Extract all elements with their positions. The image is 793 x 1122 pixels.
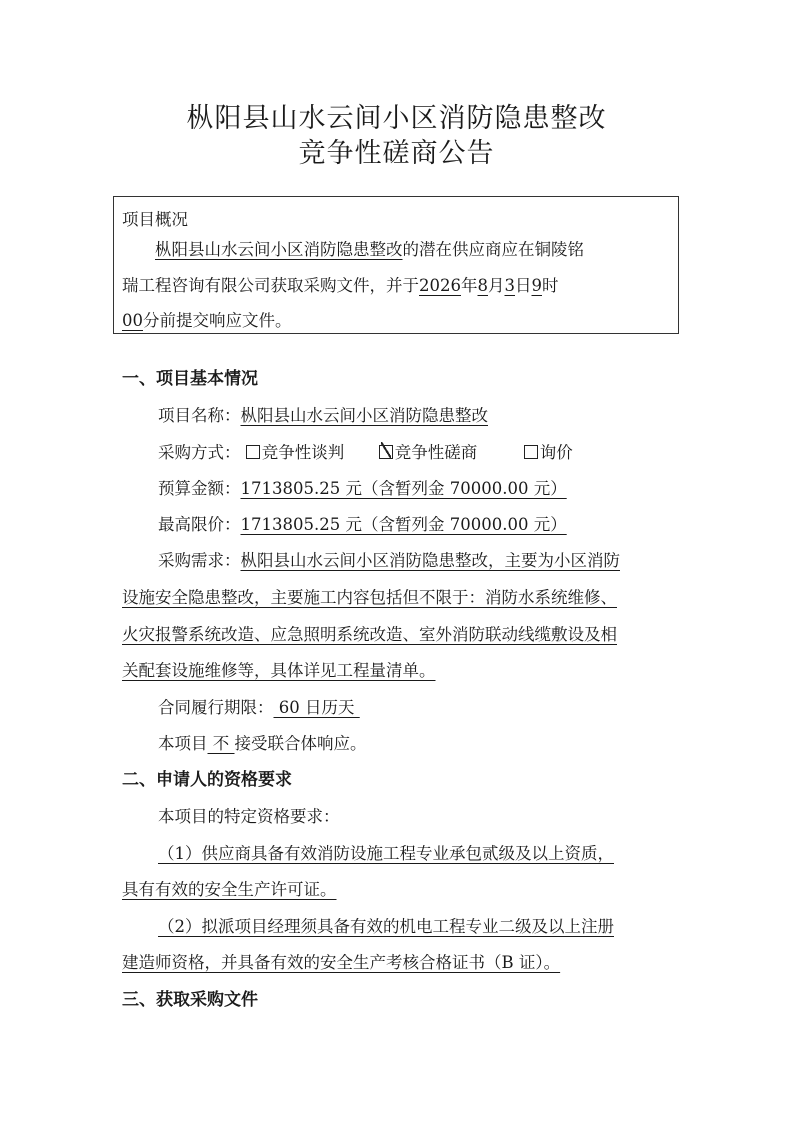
requirement-2-line-1: （2）拟派项目经理须具备有效的机电工程专业二级及以上注册 [158, 917, 614, 936]
section3-heading: 三、获取采购文件 [122, 990, 258, 1010]
deadline-minute: 00 [122, 311, 143, 330]
method-option-negotiation: 竞争性谈判 [246, 443, 345, 462]
procurement-method-row: 采购方式： 竞争性谈判 竞争性磋商 询价 [158, 443, 573, 462]
checked-checkbox-icon [379, 445, 393, 459]
demand-line-3: 火灾报警系统改造、应急照明系统改造、室外消防联动线缆敷设及相 [122, 625, 617, 644]
requirement-1-line-1: （1）供应商具备有效消防设施工程专业承包贰级及以上资质， [158, 844, 614, 863]
overview-line-1: 枞阳县山水云间小区消防隐患整改的潜在供应商应在铜陵铭 [155, 240, 584, 259]
section2-heading: 二、申请人的资格要求 [122, 770, 292, 790]
overview-agency: 铜陵铭 [534, 240, 584, 259]
project-name-row: 项目名称：枞阳县山水云间小区消防隐患整改 [158, 406, 488, 425]
consortium-value: 不 [207, 734, 235, 753]
page-title: 枞阳县山水云间小区消防隐患整改 [186, 103, 607, 134]
overview-line-2: 瑞工程咨询有限公司获取采购文件，并于2026年8月3日9时 [122, 276, 559, 295]
deadline-month: 8 [477, 276, 488, 295]
max-price-value: 1713805.25 元（含暂列金 70000.00 元） [240, 515, 567, 534]
demand-value: 枞阳县山水云间小区消防隐患整改，主要为小区消防 [240, 551, 620, 570]
demand-line-4: 关配套设施维修等，具体详见工程量清单。 [122, 661, 436, 680]
method-option-consultation: 竞争性磋商 [379, 443, 478, 462]
qualification-intro: 本项目的特定资格要求： [158, 807, 340, 826]
page-subtitle: 竞争性磋商公告 [298, 138, 495, 169]
consortium-row: 本项目 不 接受联合体响应。 [158, 734, 367, 753]
deadline-year: 2026 [419, 276, 461, 295]
contract-period-row: 合同履行期限： 60 日历天 [158, 698, 360, 717]
deadline-day: 3 [504, 276, 515, 295]
contract-period-value: 60 日历天 [273, 698, 360, 717]
project-name-value: 枞阳县山水云间小区消防隐患整改 [240, 406, 488, 425]
section1-heading: 一、项目基本情况 [122, 369, 258, 389]
overview-project-name: 枞阳县山水云间小区消防隐患整改 [155, 240, 403, 259]
demand-line-2: 设施安全隐患整改，主要施工内容包括但不限于：消防水系统维修、 [122, 588, 617, 607]
checkbox-icon [524, 445, 538, 459]
budget-value: 1713805.25 元（含暂列金 70000.00 元） [240, 479, 567, 498]
overview-heading: 项目概况 [122, 210, 188, 229]
max-price-row: 最高限价：1713805.25 元（含暂列金 70000.00 元） [158, 515, 567, 534]
budget-row: 预算金额：1713805.25 元（含暂列金 70000.00 元） [158, 479, 567, 498]
demand-row: 采购需求：枞阳县山水云间小区消防隐患整改，主要为小区消防 [158, 551, 620, 570]
overview-line-3: 00分前提交响应文件。 [122, 311, 292, 330]
requirement-1-line-2: 具有有效的安全生产许可证。 [122, 880, 337, 899]
requirement-2-line-2: 建造师资格，并具备有效的安全生产考核合格证书（B 证）。 [122, 953, 561, 972]
deadline-hour: 9 [531, 276, 542, 295]
checkbox-icon [246, 445, 260, 459]
method-option-inquiry: 询价 [524, 443, 573, 462]
